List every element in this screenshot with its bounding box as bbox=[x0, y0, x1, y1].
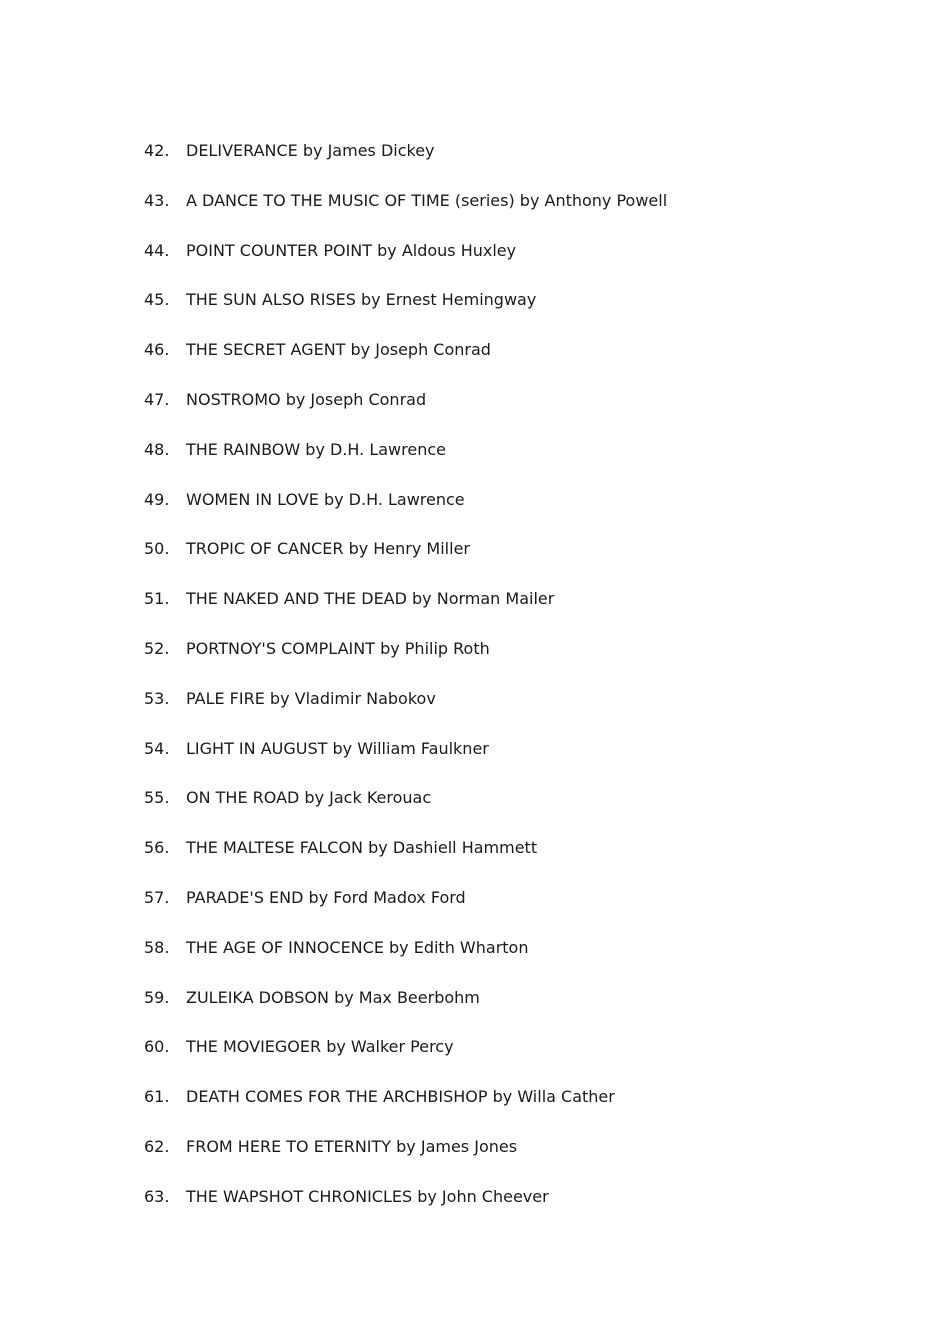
item-text: PARADE'S END by Ford Madox Ford bbox=[186, 887, 466, 907]
list-item bbox=[144, 139, 904, 189]
item-number: 53. bbox=[144, 688, 170, 708]
item-text: THE RAINBOW by D.H. Lawrence bbox=[186, 439, 446, 459]
item-number: 62. bbox=[144, 1136, 170, 1156]
item-text: NOSTROMO by Joseph Conrad bbox=[186, 389, 427, 409]
item-text: PORTNOY'S COMPLAINT by Philip Roth bbox=[186, 638, 490, 658]
item-number: 51. bbox=[144, 589, 170, 609]
list-item bbox=[144, 537, 904, 587]
item-text: ZULEIKA DOBSON by Max Beerbohm bbox=[186, 987, 480, 1007]
item-number: 55. bbox=[144, 788, 170, 808]
item-text: ON THE ROAD by Jack Kerouac bbox=[186, 788, 432, 808]
item-number: 47. bbox=[144, 389, 170, 409]
list-item bbox=[144, 1085, 904, 1135]
book-list bbox=[144, 139, 904, 1235]
item-text: FROM HERE TO ETERNITY by James Jones bbox=[186, 1136, 518, 1156]
list-item bbox=[144, 1035, 904, 1085]
list-item bbox=[144, 886, 904, 936]
item-number: 54. bbox=[144, 738, 170, 758]
list-item bbox=[144, 587, 904, 637]
item-number: 49. bbox=[144, 489, 170, 509]
item-text: THE MALTESE FALCON by Dashiell Hammett bbox=[186, 838, 538, 858]
item-number: 60. bbox=[144, 1037, 170, 1057]
list-item bbox=[144, 936, 904, 986]
list-item bbox=[144, 438, 904, 488]
item-number: 50. bbox=[144, 539, 170, 559]
item-number: 45. bbox=[144, 290, 170, 310]
item-number: 63. bbox=[144, 1186, 170, 1206]
item-text: THE WAPSHOT CHRONICLES by John Cheever bbox=[186, 1186, 549, 1206]
list-item bbox=[144, 189, 904, 239]
item-number: 48. bbox=[144, 439, 170, 459]
list-item bbox=[144, 1135, 904, 1185]
list-item bbox=[144, 488, 904, 538]
list-item bbox=[144, 836, 904, 886]
item-text: POINT COUNTER POINT by Aldous Huxley bbox=[186, 240, 517, 260]
item-number: 44. bbox=[144, 240, 170, 260]
item-text: THE SECRET AGENT by Joseph Conrad bbox=[186, 340, 491, 360]
item-number: 46. bbox=[144, 340, 170, 360]
item-text: A DANCE TO THE MUSIC OF TIME (series) by Anthony Powell bbox=[186, 190, 668, 210]
item-text: WOMEN IN LOVE by D.H. Lawrence bbox=[186, 489, 465, 509]
item-text: DEATH COMES FOR THE ARCHBISHOP by Willa Cather bbox=[186, 1087, 615, 1107]
item-text: LIGHT IN AUGUST by William Faulkner bbox=[186, 738, 489, 758]
item-text: THE AGE OF INNOCENCE by Edith Wharton bbox=[186, 937, 529, 957]
list-item bbox=[144, 288, 904, 338]
item-number: 56. bbox=[144, 838, 170, 858]
item-number: 42. bbox=[144, 141, 170, 160]
item-text: PALE FIRE by Vladimir Nabokov bbox=[186, 688, 436, 708]
list-item bbox=[144, 687, 904, 737]
list-item bbox=[144, 737, 904, 787]
list-item bbox=[144, 388, 904, 438]
item-number: 43. bbox=[144, 190, 170, 210]
list-item bbox=[144, 786, 904, 836]
item-number: 58. bbox=[144, 937, 170, 957]
list-item bbox=[144, 338, 904, 388]
item-number: 52. bbox=[144, 638, 170, 658]
item-text: DELIVERANCE by James Dickey bbox=[186, 141, 435, 160]
item-text: THE MOVIEGOER by Walker Percy bbox=[186, 1037, 454, 1057]
list-item bbox=[144, 637, 904, 687]
list-item bbox=[144, 239, 904, 289]
item-number: 61. bbox=[144, 1087, 170, 1107]
item-text: THE NAKED AND THE DEAD by Norman Mailer bbox=[186, 589, 555, 609]
item-text: THE SUN ALSO RISES by Ernest Hemingway bbox=[186, 290, 537, 310]
item-text: TROPIC OF CANCER by Henry Miller bbox=[186, 539, 470, 559]
list-item bbox=[144, 1185, 904, 1235]
list-item bbox=[144, 986, 904, 1036]
item-number: 59. bbox=[144, 987, 170, 1007]
item-number: 57. bbox=[144, 887, 170, 907]
